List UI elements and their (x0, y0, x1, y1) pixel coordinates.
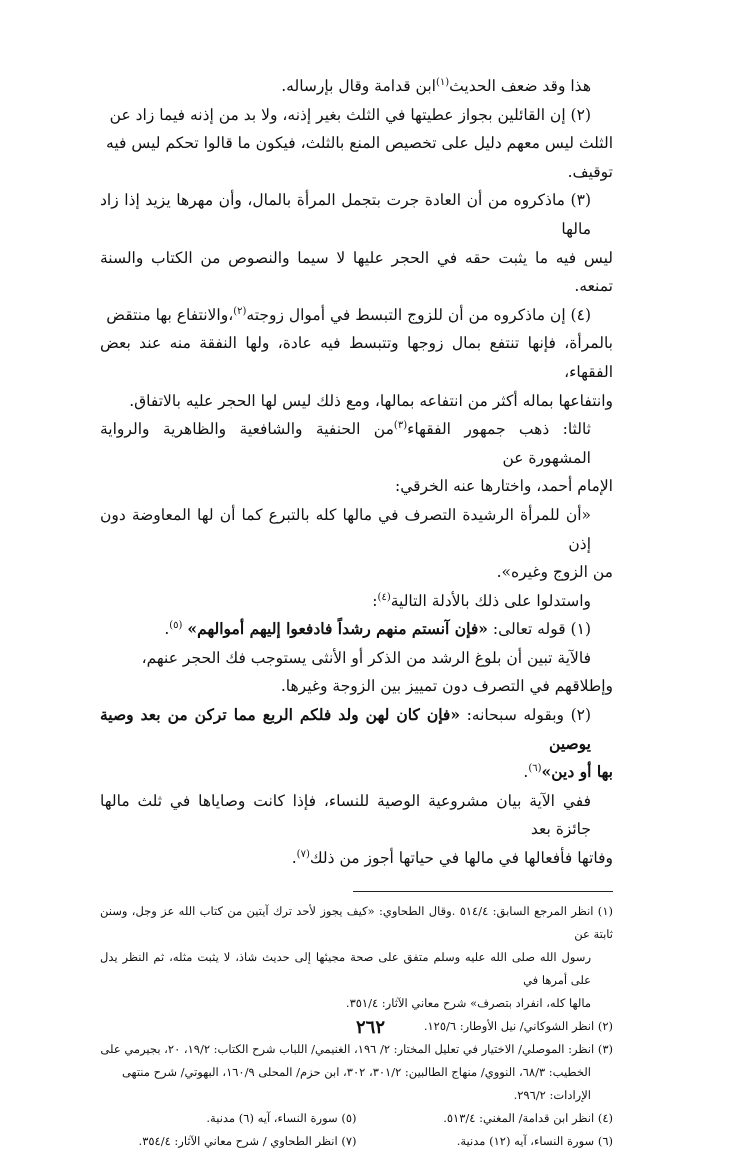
text-segment: . (291, 849, 297, 868)
text-segment: (٢) إن القائلين بجواز عطيتها في الثلث بغير إذنه، ولا بد من إذنه فيما زاد عن (109, 105, 591, 124)
quran-quote: «فإن آنستم منهم رشداً فادفعوا إليهم أموالهم» (187, 619, 488, 639)
footnote-line: الخطيب: ٦٨/٣، النووي/ منهاج الطالبين: ٣٠١/٢، ٣٠٢، ابن حزم/ المحلى ١٦٠/٩، البهوتي/ شرح منتهى (121, 1064, 591, 1079)
text-segment: ،والانتفاع بها منتقض (106, 305, 234, 324)
text-line (100, 329, 613, 386)
footnote-line: رسول الله صلى الله عليه وسلم متفق على صحة مجيئها إلى حديث شاذ، لا يثبت مثله، ثم النظر يدل على أمرها في (100, 949, 591, 987)
quran-quote: بها أو دين» (541, 762, 613, 782)
footnote-line: (٧) انظر الطحاوي / شرح معاني الآثار: ٣٥٤/٤. (138, 1133, 357, 1148)
text-segment: واستدلوا على ذلك بالأدلة التالية (390, 591, 591, 610)
text-segment: «أن للمرأة الرشيدة التصرف في مالها كله بالتبرع كما أن لها المعاوضة دون إذن (100, 505, 591, 553)
footnote-separator (353, 891, 613, 892)
quran-quote: «فإن كان لهن ولد فلكم الربع مما تركن من بعد وصية يوصين (100, 705, 591, 753)
text-segment: هذا وقد ضعف الحديث (449, 77, 591, 95)
text-line (100, 844, 613, 873)
footnote-line: (٢) انظر الشوكاني/ نيل الأوطار: ١٢٥/٦. (423, 1018, 613, 1033)
text-segment: . (523, 763, 529, 782)
text-segment: وإطلاقهم في التصرف دون تمييز بين الزوجة وغيرها. (280, 677, 613, 696)
text-line (100, 301, 613, 330)
text-segment: توقيف. (567, 162, 613, 181)
text-segment: (٢) وبقوله سبحانه: (460, 706, 592, 725)
text-line (100, 558, 613, 587)
text-line (100, 472, 613, 501)
footnote-marker: (٦) (528, 763, 542, 775)
text-segment: وانتفاعها بماله أكثر من انتفاعه بمالها، ومع ذلك ليس لها الحجر عليه بالاتفاق. (129, 391, 613, 410)
text-segment: ليس فيه ما يثبت حقه في الحجر عليها لا سيما والنصوص من الكتاب والسنة تمنعه. (100, 248, 613, 296)
footnote-marker: (٤) (377, 591, 391, 603)
text-line (100, 415, 613, 472)
footnote-line: مالها كله، انفراد بتصرف» شرح معاني الآثار: ٣٥١/٤. (345, 995, 591, 1010)
text-segment: الثلث ليس معهم دليل على تخصيص المنع بالثلث، فيكون ما قالوا تحكم ليس فيه (106, 134, 613, 153)
text-line (100, 672, 613, 701)
footnote-line: (٤) انظر ابن قدامة/ المغني: ٥١٣/٤. (443, 1110, 613, 1125)
text-line (100, 644, 613, 673)
text-line (100, 615, 613, 644)
footnote-row (100, 1107, 613, 1130)
text-segment: : (372, 591, 378, 610)
text-line (100, 587, 613, 616)
text-line (100, 501, 613, 558)
text-segment: ففي الآية بيان مشروعية الوصية للنساء، فإذا كانت وصاياها في ثلث مالها جائزة بعد (100, 791, 591, 839)
footnote-line: (٣) انظر: الموصلي/ الاختيار في تعليل المختار: ٢/ ١٩٦، الغنيمي/ اللباب شرح الكتاب: ١٩/٢، ٢٠، بجيرمي على (100, 1041, 613, 1056)
text-segment: . (164, 620, 170, 639)
footnote-pairs (100, 1107, 613, 1153)
text-segment: (٤) إن ماذكروه من أن للزوج التبسط في أموال زوجته (246, 305, 591, 324)
text-segment: ابن قدامة وقال بإرساله. (281, 77, 436, 95)
text-line (100, 701, 613, 758)
footnote-row (100, 1130, 613, 1153)
text-segment: من الزوج وغيره». (496, 563, 613, 582)
footnote-line: (٦) سورة النساء، آيه (١٢) مدنية. (456, 1133, 613, 1148)
footnote-marker: (٥) (169, 620, 183, 632)
footnote-marker: (١) (435, 76, 450, 88)
text-segment: فالآية تبين أن بلوغ الرشد من الذكر أو الأنثى يستوجب فك الحجر عنهم، (141, 648, 591, 667)
text-segment: ثالثا: ذهب جمهور الفقهاء (407, 420, 591, 439)
text-segment: وفاتها فأفعالها في مالها في حياتها أجوز من ذلك (309, 849, 613, 868)
text-line (100, 186, 613, 243)
footnote-marker: (٧) (296, 848, 310, 860)
footnote-line: (١) انظر المرجع السابق: ٥١٤/٤ .وقال الطحاوي: «كيف يجوز لأحد ترك آيتين من كتاب الله عز وجل، وسنن ثابتة عن (100, 903, 613, 941)
page-number: ٢٦٢ (355, 1017, 385, 1038)
footnote-line: الإرادات: ٢٩٦/٢. (513, 1087, 591, 1102)
text-segment: بالمرأة، فإنها تنتفع بمال زوجها وتتبسط فيه عادة، ولها النفقة منه عند بعض الفقهاء، (100, 334, 613, 381)
text-segment: الإمام أحمد، واختارها عنه الخرقي: (395, 477, 613, 496)
text-line (100, 244, 613, 301)
text-line (100, 158, 613, 187)
text-segment: من الحنفية والشافعية والظاهرية والرواية المشهورة عن (100, 420, 591, 467)
text-line (100, 129, 613, 158)
text-segment: (٣) ماذكروه من أن العادة جرت بتجمل المرأة بالمال، وأن مهرها يزيد إذا زاد مالها (100, 191, 591, 238)
text-line (100, 72, 613, 101)
text-line (100, 787, 613, 844)
text-line (100, 387, 613, 416)
text-line (100, 758, 613, 787)
text-line (100, 101, 613, 130)
footnote-line: (٥) سورة النساء، آيه (٦) مدنية. (206, 1110, 357, 1125)
footnote-marker: (٣) (393, 419, 408, 431)
text-segment: (١) قوله تعالى: (487, 620, 591, 639)
footnotes (100, 900, 613, 1107)
footnote-marker: (٢) (233, 305, 247, 317)
body-text (100, 72, 613, 873)
